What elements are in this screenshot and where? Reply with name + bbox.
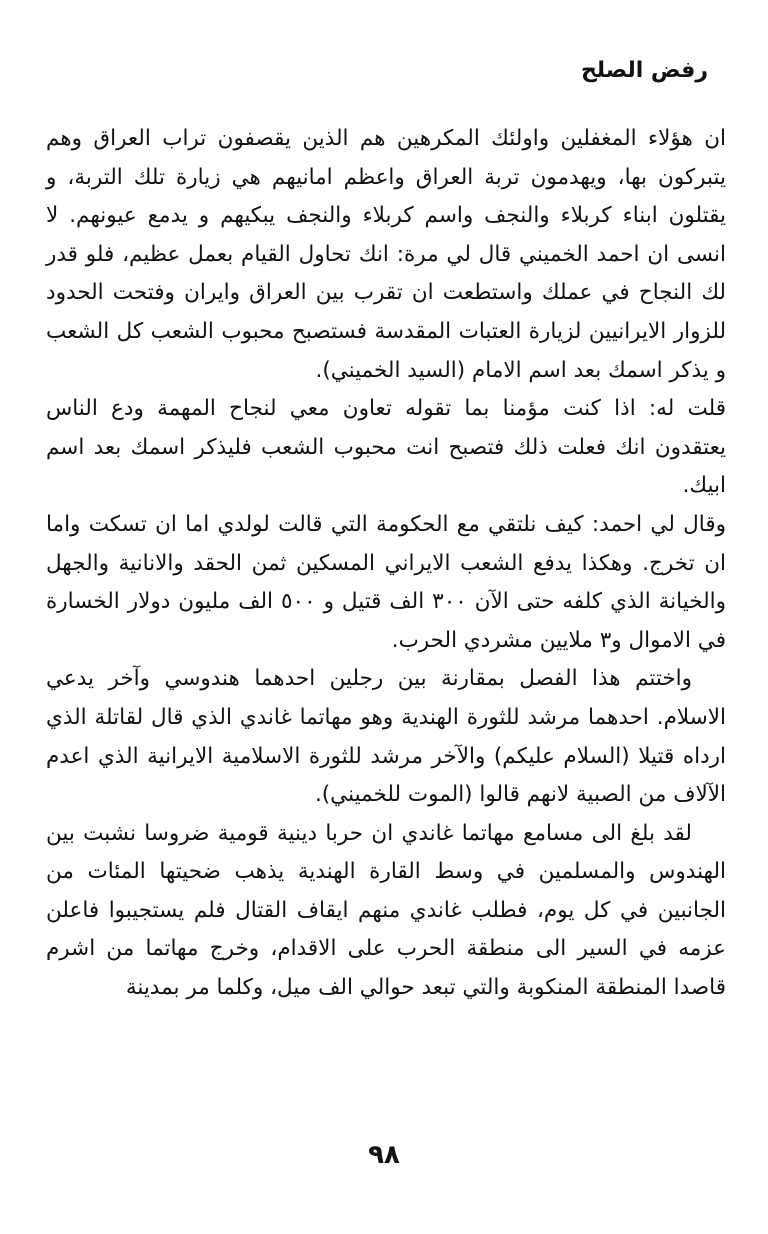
- paragraph: لقد بلغ الى مسامع مهاتما غاندي ان حربا دينية قومية ضروسا نشبت بين الهندوس والمسلمين في وسط القارة الهندية يذهب ضحيتها المئات من الجانبين في كل يوم، فطلب غاندي منهم ايقاف القتال فلم يستجيبوا فاعلن عزمه في السير الى منطقة الحرب على الاقدام، وخرج مهاتما من اشرم قاصدا المنطقة المنكوبة والتي تبعد حوالي الف ميل، وكلما مر بمدينة: [46, 820, 726, 1001]
- paragraph: قلت له: اذا كنت مؤمنا بما تقوله تعاون معي لنجاح المهمة ودع الناس يعتقدون انك فعلت ذلك فتصبح انت محبوب الشعب فليذكر اسمك بعد اسم ابيك.: [46, 396, 726, 499]
- page-number: ٩٨: [368, 1140, 400, 1170]
- paragraph: ان هؤلاء المغفلين واولئك المكرهين هم الذين يقصفون تراب العراق وهم يتبركون بها، ويهدمون تربة العراق واعظم امانيهم هي زيارة تلك التربة، و يقتلون ابناء كربلاء والنجف واسم كربلاء والنجف يبكيهم و يدمع عيونهم. لا انسى ان احمد الخميني قال لي مرة: انك تحاول القيام بعمل عظيم، فلو قدر لك النجاح في عملك واستطعت ان تقرب بين العراق وايران وفتحت الحدود للزوار الايرانيين لزيارة العتبات المقدسة فستصبح محبوب الشعب كل الشعب و يذكر اسمك بعد اسم الامام (السيد الخميني).: [46, 126, 726, 383]
- paragraph: واختتم هذا الفصل بمقارنة بين رجلين احدهما هندوسي وآخر يدعي الاسلام. احدهما مرشد للثورة الهندية وهو مهاتما غاندي الذي قال لقاتلة الذي ارداه قتيلا (السلام عليكم) والآخر مرشد للثورة الاسلامية الايرانية الذي اعدم الآلاف من الصبية لانهم قالوا (الموت للخميني).: [46, 666, 726, 808]
- running-header-title: رفض الصلح: [580, 58, 708, 83]
- body-text: [46, 120, 726, 1008]
- paragraph: وقال لي احمد: كيف نلتقي مع الحكومة التي قالت لولدي اما ان تسكت واما ان تخرج. وهكذا يدفع الشعب الايراني المسكين ثمن الحقد والانانية والجهل والخيانة الذي كلفه حتى الآن ٣٠٠ الف قتيل و ٥٠٠ الف مليون دولار الخسارة في الاموال و٣ ملايين مشردي الحرب.: [46, 511, 726, 653]
